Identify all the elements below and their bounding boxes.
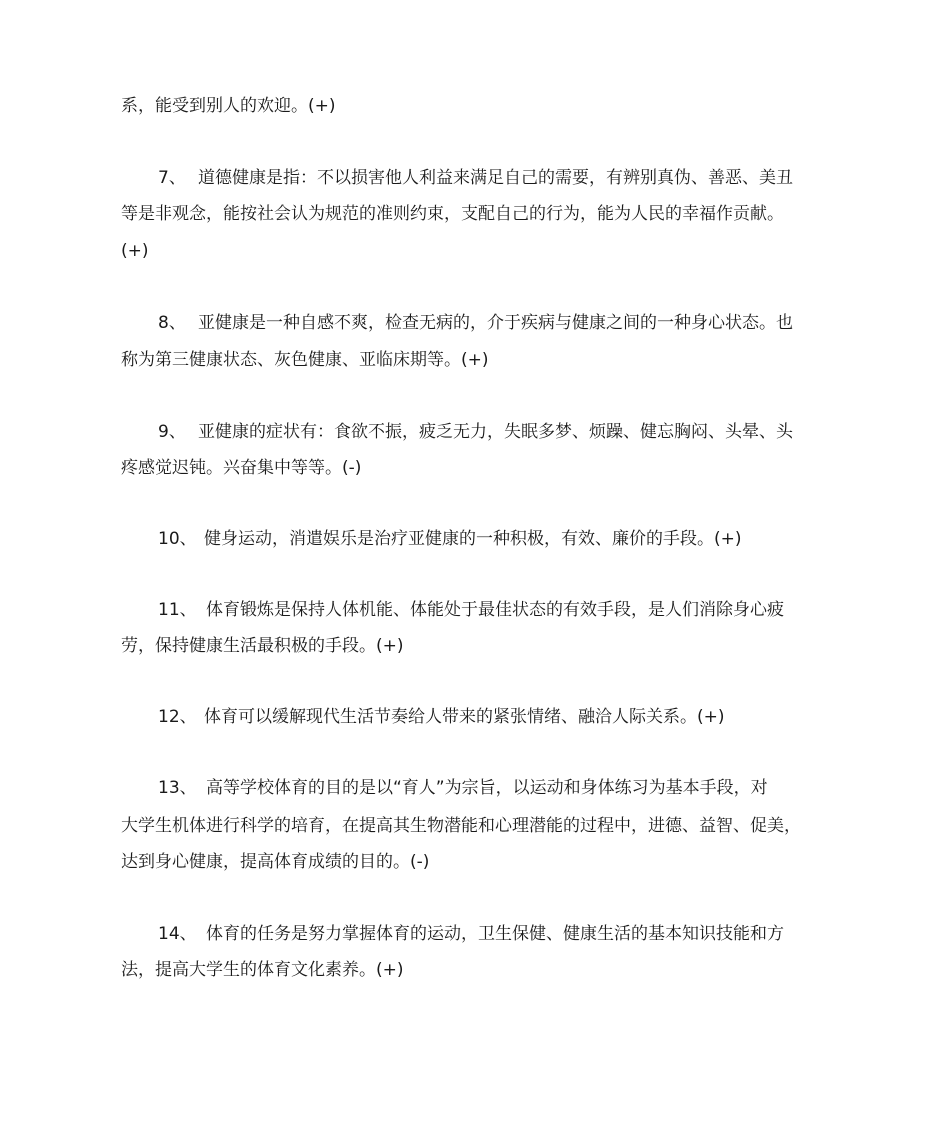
item-11-first-line xyxy=(158,600,784,620)
item-11-line-2: 劳，保持健康生活最积极的手段。(+) xyxy=(121,636,404,656)
item-9-line-2: 疼感觉迟钝。兴奋集中等等。(-) xyxy=(121,458,362,478)
item-number: 7、 xyxy=(158,168,186,188)
item-12-first-line xyxy=(158,707,725,727)
item-number: 8、 xyxy=(158,313,186,333)
item-number: 13、 xyxy=(158,778,197,798)
item-13-line-2: 大学生机体进行科学的培育，在提高其生物潜能和心理潜能的过程中，进德、益智、促美， xyxy=(121,816,801,836)
item-8-first-line xyxy=(158,313,793,333)
item-13-first-line xyxy=(158,778,768,798)
item-7-line-2: 等是非观念，能按社会认为规范的准则约束，支配自己的行为，能为人民的幸福作贡献。 xyxy=(121,204,784,224)
item-14-first-line xyxy=(158,924,784,944)
item-10-first-line xyxy=(158,529,742,549)
continuation-line: 系，能受到别人的欢迎。(+) xyxy=(121,96,336,116)
item-number: 11、 xyxy=(158,600,197,620)
item-text: 健身运动，消遣娱乐是治疗亚健康的一种积极，有效、廉价的手段。(+) xyxy=(204,529,742,549)
item-number: 12、 xyxy=(158,707,197,727)
item-number: 10、 xyxy=(158,529,197,549)
item-7-line-3: (+) xyxy=(121,241,149,261)
item-number: 9、 xyxy=(158,422,186,442)
item-9-first-line xyxy=(158,422,793,442)
item-number: 14、 xyxy=(158,924,197,944)
item-text: 亚健康是一种自感不爽，检查无病的，介于疾病与健康之间的一种身心状态。也 xyxy=(198,313,793,333)
item-text: 高等学校体育的目的是以“育人”为宗旨，以运动和身体练习为基本手段，对 xyxy=(206,778,768,798)
item-text: 体育的任务是努力掌握体育的运动，卫生保健、健康生活的基本知识技能和方 xyxy=(206,924,784,944)
item-14-line-2: 法，提高大学生的体育文化素养。(+) xyxy=(121,960,404,980)
item-8-line-2: 称为第三健康状态、灰色健康、亚临床期等。(+) xyxy=(121,350,489,370)
item-13-line-3: 达到身心健康，提高体育成绩的目的。(-) xyxy=(121,852,430,872)
item-text: 体育锻炼是保持人体机能、体能处于最佳状态的有效手段，是人们消除身心疲 xyxy=(206,600,784,620)
item-text: 亚健康的症状有：食欲不振，疲乏无力，失眠多梦、烦躁、健忘胸闷、头晕、头 xyxy=(198,422,793,442)
item-text: 道德健康是指：不以损害他人利益来满足自己的需要，有辨别真伪、善恶、美丑 xyxy=(198,168,793,188)
item-text: 体育可以缓解现代生活节奏给人带来的紧张情绪、融洽人际关系。(+) xyxy=(204,707,725,727)
item-7-first-line xyxy=(158,168,793,188)
